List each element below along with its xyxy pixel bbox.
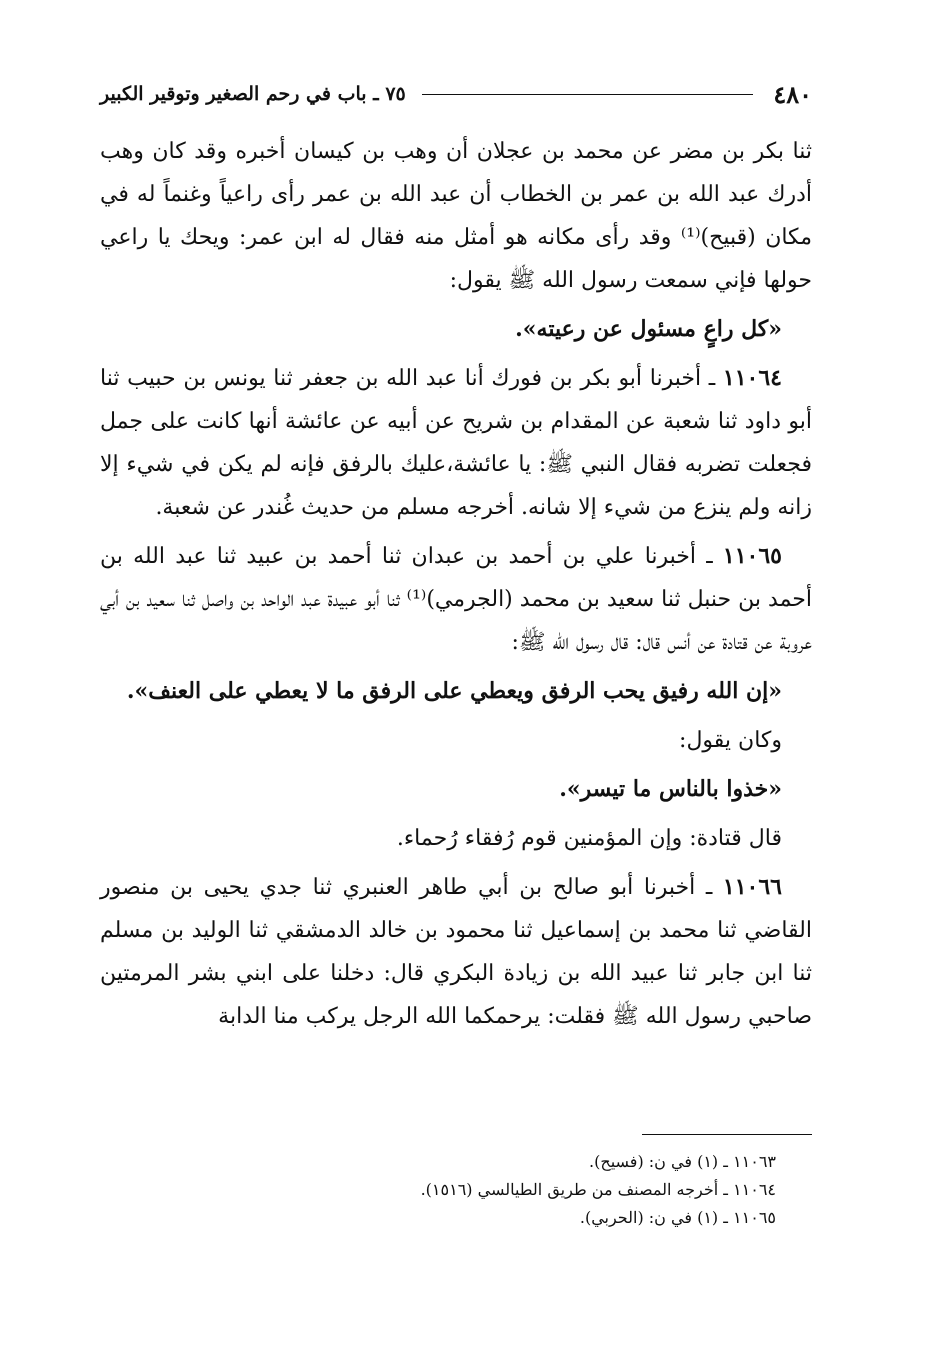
paragraph: ثنا بكر بن مضر عن محمد بن عجلان أن وهب بن كيسان أخبره وقد كان وهب أدرك عبد الله بن عمر بن الخطاب أن عبد الله بن عمر رأى راعياً وغنماً له في مكان (قبيح)⁽¹⁾ وقد رأى مكانه هو أمثل منه فقال له ابن عمر: ويحك يا راعي حولها فإني سمعت رسول الله ﷺ يقول:	[100, 139, 812, 293]
hadith-quote: «إن الله رفيق يحب الرفق ويعطي على الرفق ما لا يعطي على العنف».	[126, 678, 782, 704]
header-rule	[422, 94, 754, 95]
footnote: ١١٠٦٥ ـ (١) في ن: (الحربي).	[579, 1208, 776, 1227]
hadith-paragraph	[100, 866, 812, 1038]
hadith-paragraph	[100, 535, 812, 664]
hadith-text: ـ أخبرنا أبو صالح بن أبي طاهر العنبري ثنا جدي يحيى بن منصور القاضي ثنا محمد بن إسماعيل ثنا محمود بن خالد الدمشقي ثنا الوليد بن مسلم ثنا ابن جابر ثنا عبيد الله بن زيادة البكري قال: دخلنا على ابني بشر المرمتين صاحبي رسول الله ﷺ فقلت: يرحمكما الله الرجل يركب منا الدابة	[100, 875, 812, 1029]
hadith-text: ـ أخبرنا أبو بكر بن فورك أنا عبد الله بن جعفر ثنا يونس بن حبيب ثنا أبو داود ثنا شعبة عن المقدام بن شريح عن أبيه عن عائشة أنها كانت على جمل فجعلت تضربه فقال النبي ﷺ: يا عائشة،عليك بالرفق فإنه لم يكن في شيء إلا زانه ولم ينزع من شيء إلا شانه. أخرجه مسلم من حديث غُندر عن شعبة.	[100, 366, 812, 520]
footnote-divider	[642, 1134, 812, 1135]
hadith-quote: «كل راعٍ مسئول عن رعيته».	[515, 316, 782, 342]
page-number: ٤٨٠	[773, 79, 812, 109]
hadith-number: ١١٠٦٤	[722, 365, 782, 391]
footnote: ١١٠٦٣ ـ (١) في ن: (فسيح).	[589, 1152, 776, 1171]
hadith-text: ـ أخبرنا علي بن أحمد بن عبدان ثنا أحمد بن عبيد ثنا عبد الله بن أحمد بن حنبل ثنا سعيد بن محمد (الجرمي)⁽¹⁾ ثنا أبو عبيدة عبد الواحد بن واصل ثنا سعيد بن أبي عروبة عن قتادة عن أنس قال: قال رسول الله ﷺ:	[100, 544, 812, 655]
hadith-number: ١١٠٦٥	[722, 543, 782, 569]
footnote: ١١٠٦٤ ـ أخرجه المصنف من طريق الطيالسي (١٥١٦).	[420, 1180, 776, 1199]
chapter-title: ٧٥ ـ باب في رحم الصغير وتوقير الكبير	[100, 83, 406, 105]
paragraph: وكان يقول:	[679, 728, 782, 753]
page-header	[100, 72, 812, 116]
paragraph: قال قتادة: وإن المؤمنين قوم رُفقاء رُحماء.	[396, 826, 782, 851]
hadith-paragraph	[100, 357, 812, 529]
hadith-quote: «خذوا بالناس ما تيسر».	[559, 776, 782, 802]
footnotes	[100, 1148, 800, 1232]
main-text	[100, 130, 812, 1044]
hadith-number: ١١٠٦٦	[722, 874, 782, 900]
